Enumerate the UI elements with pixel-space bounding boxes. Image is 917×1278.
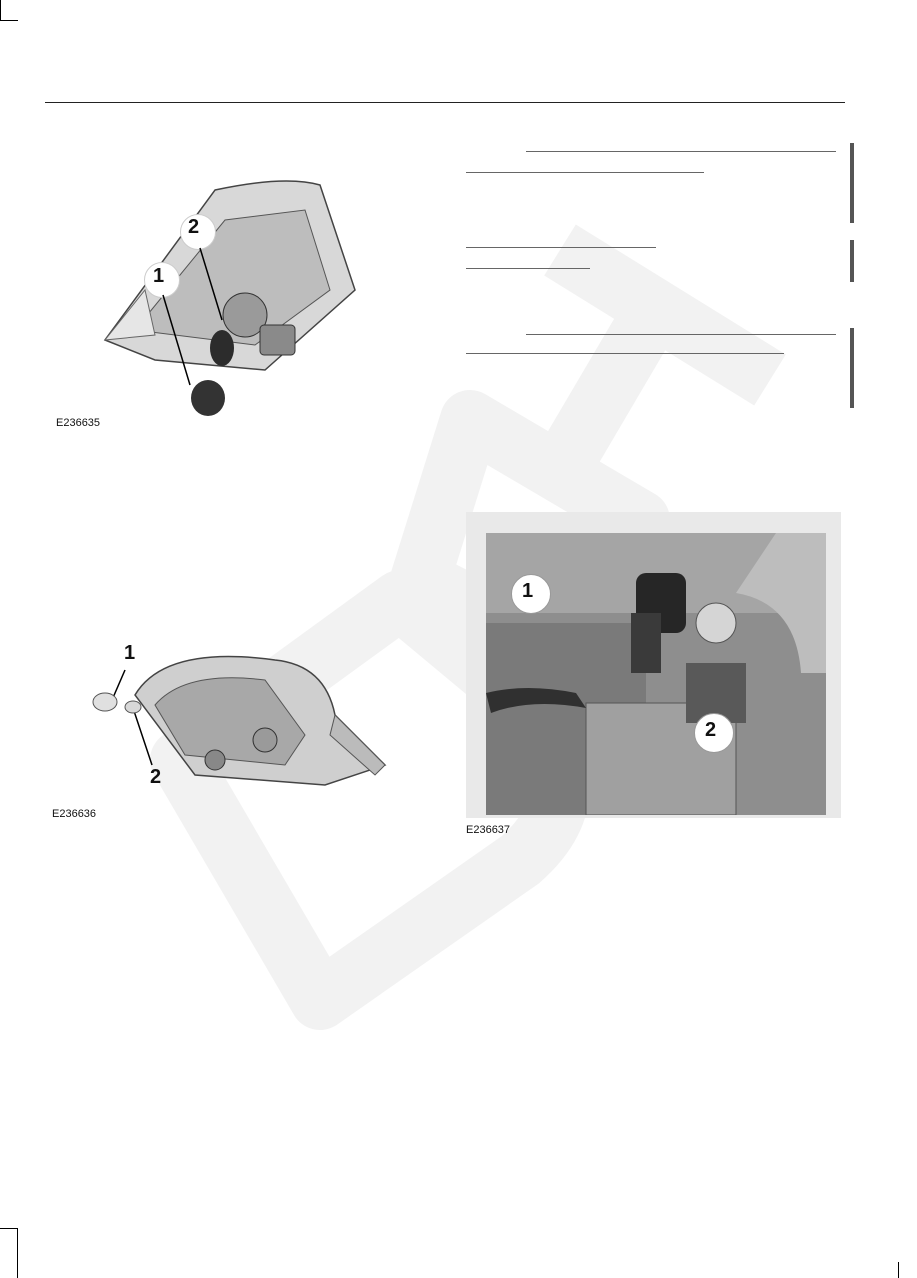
figure-code: E236636	[52, 808, 97, 820]
callout-label: 1	[522, 580, 534, 602]
callout-label: 1	[124, 642, 136, 664]
figure-code: E236635	[56, 417, 101, 429]
callout-label: 2	[150, 766, 162, 788]
callout-label: 2	[705, 719, 717, 741]
figure-code: E236637	[466, 824, 511, 836]
callout-label: 2	[188, 216, 200, 238]
callout-label: 1	[153, 265, 165, 287]
